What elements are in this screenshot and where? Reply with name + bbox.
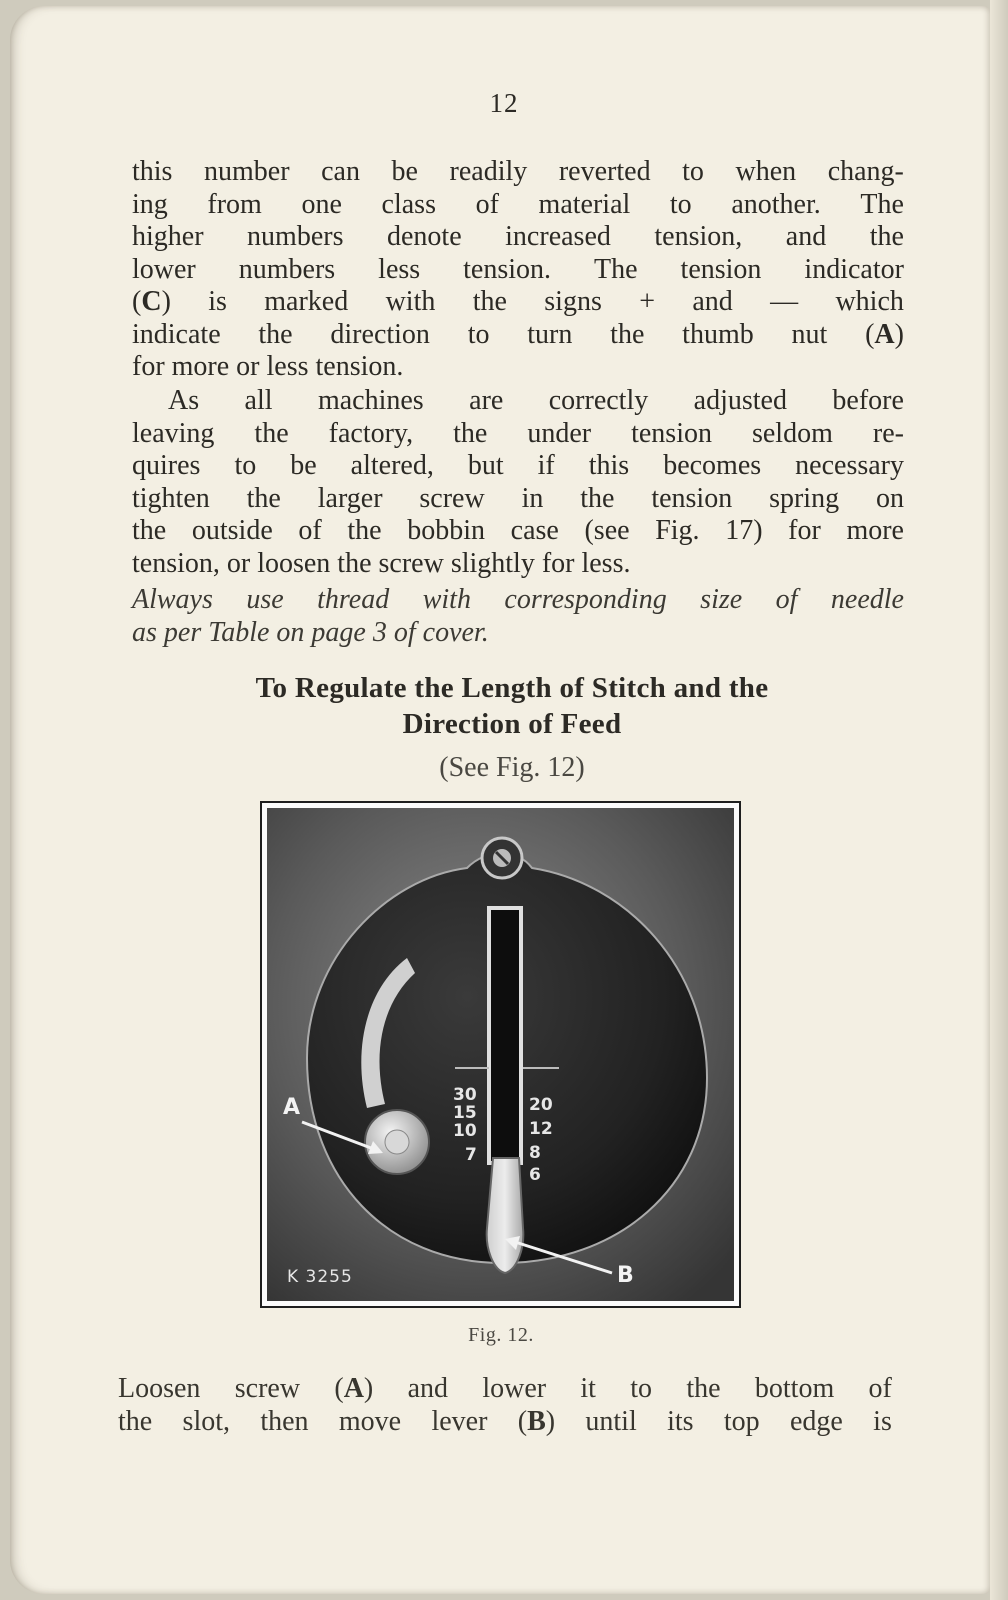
word: one [301, 188, 342, 220]
section-heading: To Regulate the Length of Stitch and the [255, 672, 769, 704]
word: readily [449, 156, 528, 187]
word: turn [527, 318, 573, 350]
word: tension. [463, 253, 552, 285]
word: the [132, 515, 167, 546]
word: quires [132, 450, 201, 481]
word: on [875, 482, 904, 514]
word: machines [317, 385, 424, 416]
word: bobbin [407, 515, 485, 546]
word: screw [234, 1373, 301, 1404]
word: can [321, 156, 360, 187]
word: thumb [682, 318, 754, 350]
word: numbers [247, 221, 344, 252]
text-line [118, 1405, 892, 1438]
word: and [407, 1373, 448, 1404]
word: is [873, 1405, 892, 1437]
stitch-regulator-illustration [267, 808, 734, 1301]
word: larger [317, 482, 383, 514]
word: of [298, 515, 322, 546]
word: as per Table on page 3 of cover. [132, 616, 489, 648]
word: altered, [350, 450, 434, 481]
word: slot, [182, 1405, 231, 1437]
word: the [686, 1373, 721, 1404]
word: tension, or loosen the screw slightly for less. [132, 547, 631, 579]
figure-code: K 3255 [287, 1267, 353, 1287]
word: top [723, 1405, 760, 1437]
italic-note [132, 584, 904, 649]
word: higher [132, 221, 204, 252]
word: (B) [517, 1405, 556, 1437]
paragraph-tension [132, 156, 904, 384]
word: for [788, 515, 821, 546]
word: ing [132, 188, 168, 220]
text-line [132, 548, 904, 581]
text-line [132, 483, 904, 516]
word: numbers [238, 253, 336, 285]
word: this [588, 450, 630, 481]
word: under [527, 417, 592, 449]
word: lower [132, 253, 196, 285]
text-line [132, 450, 904, 483]
text-line [132, 385, 904, 418]
word: (A) [334, 1373, 374, 1404]
word: 17) [725, 515, 763, 546]
word: for more or less tension. [132, 351, 404, 382]
scale-right-20: 20 [529, 1095, 553, 1115]
word: move [338, 1405, 402, 1437]
word: from [207, 188, 262, 220]
word: needle [830, 584, 904, 615]
word: case [510, 515, 559, 546]
word: correctly [548, 385, 649, 416]
word: re- [872, 417, 904, 449]
word: the [347, 515, 382, 546]
word: when [735, 156, 797, 187]
word: another. [731, 188, 821, 220]
word: the [118, 1405, 153, 1437]
text-line [132, 221, 904, 254]
page-number: 12 [489, 88, 519, 118]
word: the [453, 417, 488, 449]
word: screw [419, 482, 485, 514]
text-line [132, 515, 904, 548]
word: tension, [654, 221, 743, 252]
word: + [639, 286, 655, 317]
figure-reference: (See Fig. 12) [439, 752, 585, 783]
word: leaving [132, 417, 215, 449]
word: nut [791, 318, 828, 350]
section-heading-line-2: Direction of Feed [402, 708, 622, 740]
word: the [246, 482, 281, 514]
scale-left-15: 15 [453, 1103, 477, 1123]
word: marked [264, 286, 349, 317]
scale-right-6: 6 [529, 1165, 541, 1185]
word: if [537, 450, 555, 481]
word: use [246, 584, 284, 615]
word: The [860, 188, 904, 220]
word: are [469, 385, 504, 416]
word: Loosen [118, 1373, 201, 1404]
word: becomes [663, 450, 762, 481]
word: (see [584, 515, 630, 546]
word: of [475, 188, 499, 220]
text-line [132, 418, 904, 451]
word: lower [482, 1373, 547, 1404]
word: (C) [132, 286, 171, 317]
text-line [118, 1372, 892, 1405]
word: to [467, 318, 490, 350]
word: and [785, 221, 827, 252]
word: necessary [795, 450, 904, 481]
word: factory, [328, 417, 414, 449]
word: tension [631, 417, 712, 449]
word: with [385, 286, 436, 317]
word: edge [789, 1405, 843, 1437]
word: signs [544, 286, 602, 317]
word: the [472, 286, 507, 317]
word: the [254, 417, 289, 449]
label-b: B [617, 1263, 634, 1288]
scale-right-12: 12 [529, 1119, 553, 1139]
word: number [204, 156, 290, 187]
scale-left-7: 7 [465, 1145, 477, 1165]
word: direction [330, 318, 430, 350]
word: spring [769, 482, 840, 514]
text-line [132, 351, 904, 384]
word: then [260, 1405, 309, 1437]
word: The [594, 253, 638, 285]
word: and [692, 286, 733, 317]
word: As [168, 385, 200, 416]
word: indicate [132, 318, 221, 350]
word: size [700, 584, 743, 615]
text-line [132, 254, 904, 287]
text-line [132, 584, 904, 617]
scale-left-10: 10 [453, 1121, 477, 1141]
word: to [234, 450, 257, 481]
scale-left-30: 30 [453, 1085, 477, 1105]
word: its [667, 1405, 694, 1437]
word: to [630, 1373, 653, 1404]
word: — [770, 286, 799, 317]
word: outside [191, 515, 273, 546]
word: more [846, 515, 904, 546]
text-line [132, 617, 904, 650]
word: be [290, 450, 317, 481]
text-line [132, 156, 904, 189]
word: before [832, 385, 904, 416]
word: but [467, 450, 504, 481]
figure-caption: Fig. 12. [468, 1324, 534, 1346]
word: (A) [865, 318, 904, 350]
word: of [775, 584, 798, 615]
word: the [869, 221, 904, 252]
word: thread [317, 584, 390, 615]
paragraph-adjustment [132, 385, 904, 580]
word: class [381, 188, 436, 220]
word: material [538, 188, 631, 220]
word: to [669, 188, 692, 220]
word: all [244, 385, 273, 416]
scale-right-8: 8 [529, 1143, 541, 1163]
word: reverted [558, 156, 651, 187]
word: the [258, 318, 293, 350]
word: Fig. [655, 515, 700, 546]
paragraph-instructions [118, 1372, 892, 1437]
word: to [682, 156, 704, 187]
word: bottom [754, 1373, 835, 1404]
word: the [610, 318, 645, 350]
word: Always [132, 584, 213, 615]
word: be [391, 156, 418, 187]
word: tighten [132, 482, 210, 514]
word: seldom [751, 417, 833, 449]
word: lever [431, 1405, 488, 1437]
word: is [208, 286, 227, 317]
word: increased [505, 221, 611, 252]
word: it [580, 1373, 596, 1404]
figure-12-photo [260, 801, 741, 1308]
word: the [580, 482, 615, 514]
word: of [868, 1373, 892, 1404]
text-line [132, 286, 904, 319]
word: tension [680, 253, 762, 285]
word: with [422, 584, 471, 615]
word: adjusted [693, 385, 787, 416]
word: chang- [827, 156, 904, 187]
word: denote [387, 221, 462, 252]
word: corresponding [504, 584, 667, 615]
label-a: A [283, 1095, 301, 1120]
page-edge [990, 0, 1008, 1600]
word: less [378, 253, 421, 285]
word: until [585, 1405, 637, 1437]
text-line [132, 319, 904, 352]
word: which [835, 286, 904, 317]
word: tension [651, 482, 733, 514]
word: in [521, 482, 544, 514]
word: indicator [804, 253, 904, 285]
text-line [132, 189, 904, 222]
word: this [132, 156, 173, 187]
